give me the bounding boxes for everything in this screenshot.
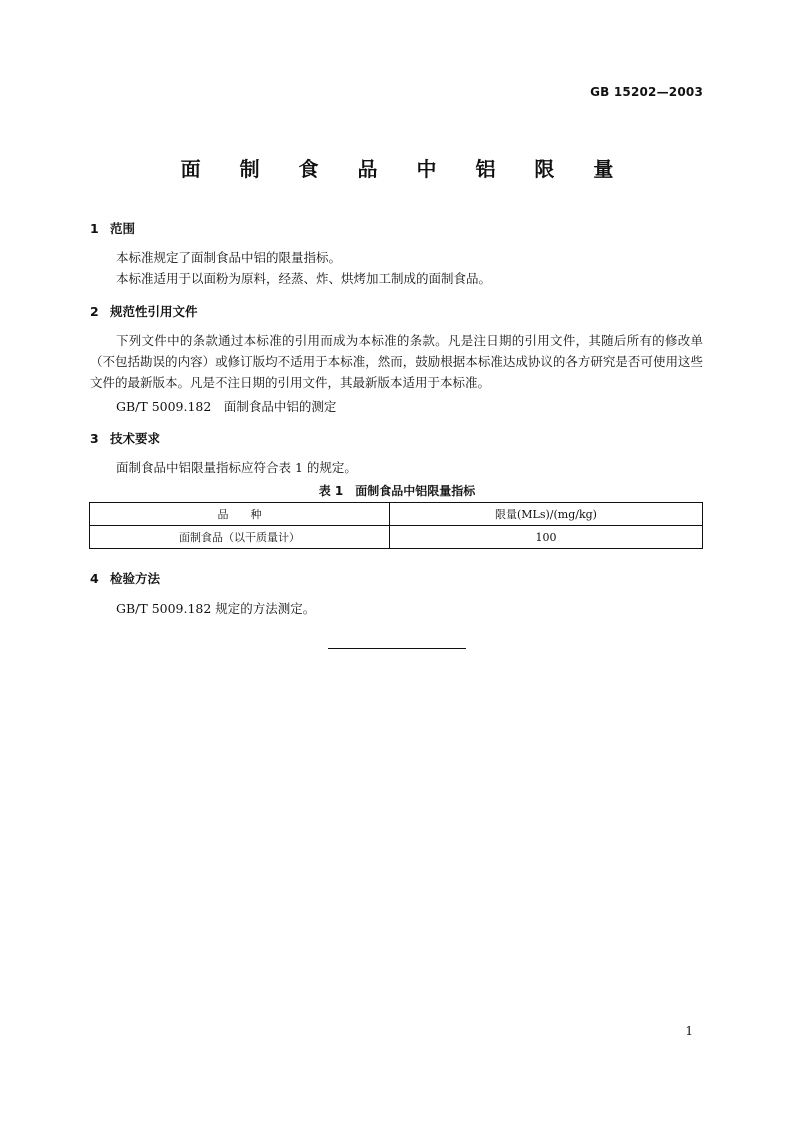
table-caption: 表 1 面制食品中铝限量指标 [318,484,476,498]
section-title: 范围 [110,221,136,236]
section-3-paragraph-1: 面制食品中铝限量指标应符合表 1 的规定。 [116,460,357,475]
section-number: 1 [90,221,99,236]
section-4-heading [90,569,160,587]
table-header-row [90,503,703,526]
section-1-paragraph-2: 本标准适用于以面粉为原料，经蒸、炸、烘烤加工制成的面制食品。 [116,271,492,286]
section-2-heading [90,302,198,320]
section-number: 2 [90,304,99,319]
table-cell: 100 [390,526,703,549]
table-row [90,526,703,549]
document-title: 面 制 食 品 中 铝 限 量 [180,157,630,181]
section-4-paragraph-1: GB/T 5009.182 规定的方法测定。 [116,601,316,616]
limits-table [89,502,703,549]
standard-number: GB 15202—2003 [590,85,703,99]
section-title: 规范性引用文件 [110,304,198,319]
column-header: 限量(MLs)/(mg/kg) [390,503,703,526]
section-title: 技术要求 [110,431,161,446]
section-title: 检验方法 [110,571,161,586]
section-2-reference: GB/T 5009.182 面制食品中铝的测定 [116,399,337,414]
section-number: 4 [90,571,99,586]
section-1-paragraph-1: 本标准规定了面制食品中铝的限量指标。 [116,250,342,265]
column-header: 品 种 [90,503,390,526]
page-number: 1 [685,1024,693,1038]
end-of-document-rule [328,648,466,649]
table-cell: 面制食品（以干质量计） [90,526,390,549]
section-number: 3 [90,431,99,446]
section-3-heading [90,429,160,447]
section-2-paragraph-1: 下列文件中的条款通过本标准的引用而成为本标准的条款。凡是注日期的引用文件，其随后所有的修改单（不包括勘误的内容）或修订版均不适用于本标准，然而，鼓励根据本标准达成协议的各方研究是否可使用这些文件的最新版本。凡是不注日期的引用文件，其最新版本适用于本标准。 [90,333,703,390]
section-1-heading [90,219,135,237]
